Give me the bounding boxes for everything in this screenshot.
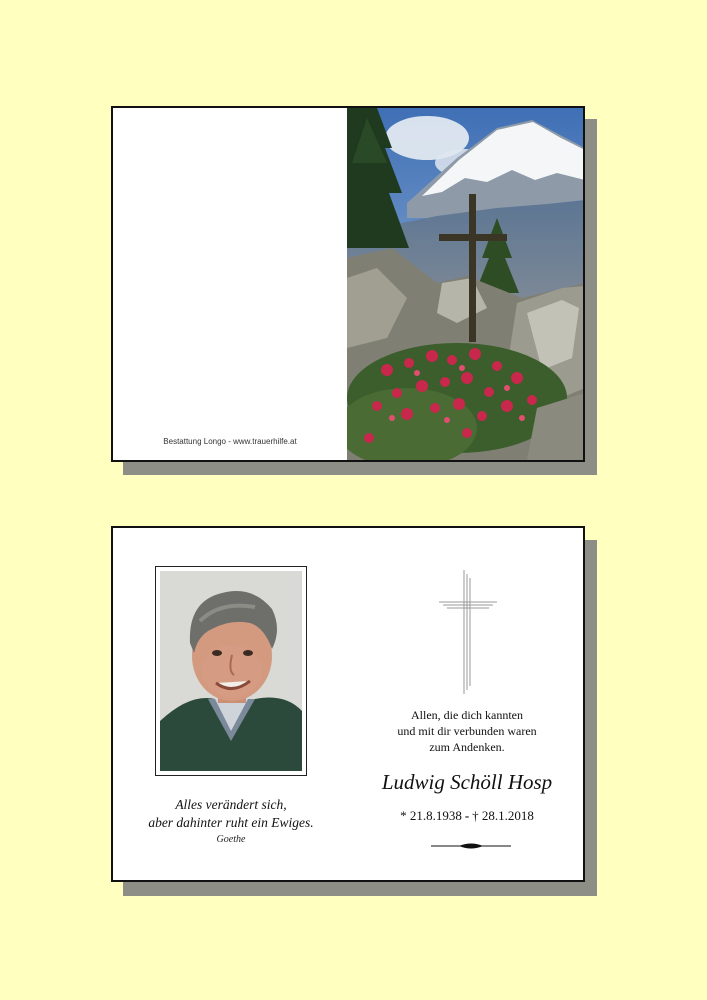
death-date: † 28.1.2018 xyxy=(472,808,534,823)
verse-line: Allen, die dich kannten xyxy=(411,708,523,722)
verse-line: zum Andenken. xyxy=(429,740,505,754)
blank-panel xyxy=(113,108,347,460)
cross-icon xyxy=(439,570,497,694)
funeral-home-imprint: Bestattung Longo - www.trauerhilfe.at xyxy=(163,437,297,446)
birth-date: * 21.8.1938 xyxy=(400,808,462,823)
quote-line: Alles verändert sich, xyxy=(175,797,287,812)
mountain-cross-photo xyxy=(347,108,585,460)
portrait-frame xyxy=(155,566,307,776)
deceased-name: Ludwig Schöll Hosp xyxy=(381,770,553,794)
prayer-card-inside xyxy=(111,526,585,882)
ornament-divider-icon xyxy=(431,842,511,850)
date-separator: - xyxy=(464,808,470,823)
verse-line: und mit dir verbunden waren xyxy=(397,724,537,738)
life-dates xyxy=(349,808,585,824)
prayer-card-outside xyxy=(111,106,585,462)
quote-line: aber dahinter ruht ein Ewiges. xyxy=(148,815,314,830)
portrait-photo xyxy=(160,571,302,771)
quote xyxy=(113,796,349,832)
memorial-verse xyxy=(349,707,585,755)
quote-author: Goethe xyxy=(216,834,246,845)
